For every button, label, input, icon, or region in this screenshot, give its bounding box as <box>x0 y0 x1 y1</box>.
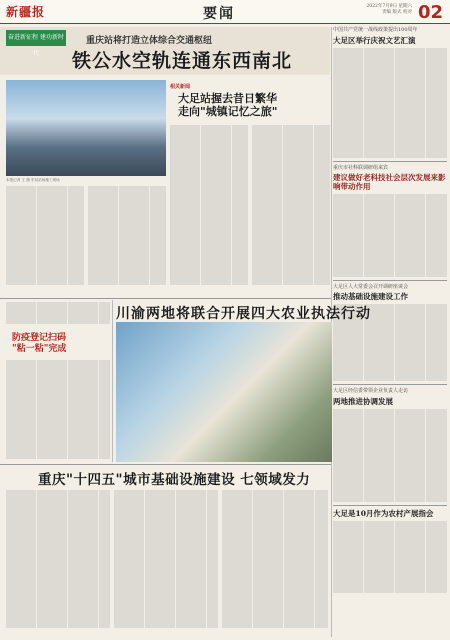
feature-headline <box>178 92 277 118</box>
bottom-headline: 重庆"十四五"城市基础设施建设 七领域发力 <box>38 472 311 488</box>
right-story-kicker: 大足区经信委带领企业负责人走访 <box>333 388 409 394</box>
right-story-headline: 大足区举行庆祝文艺汇演 <box>333 35 416 45</box>
right-story-2 <box>333 165 447 277</box>
feature-headline-line1: 大足站握去昔日繁华 <box>178 92 277 105</box>
lead-subtitle: 重庆站将打造立体综合交通枢纽 <box>86 36 213 46</box>
mid-headline: 川渝两地将联合开展四大农业执法行动 <box>116 306 371 322</box>
campaign-badge: 奋进新征程 建功新时代 <box>6 30 66 46</box>
right-story-headline: 两地推进协调发展 <box>333 396 393 406</box>
mid-photo <box>116 322 332 462</box>
newspaper-logo: 新疆报 <box>6 5 46 19</box>
right-story-kicker: 大足区人大常委会召开调研座谈会 <box>333 283 409 290</box>
right-story-4 <box>333 388 447 502</box>
lead-body-col2 <box>88 186 166 285</box>
section-divider <box>0 464 331 465</box>
issue-editors: 责编 版式 校对 <box>382 10 412 15</box>
issue-date: 2022年7月9日 星期六 <box>366 4 412 9</box>
issue-info <box>312 4 412 16</box>
side-story-title <box>12 333 66 355</box>
section-divider <box>0 298 331 299</box>
right-story-1 <box>333 27 447 158</box>
feature-tag: 相关新闻 <box>170 84 191 90</box>
feature-headline-line2: 走向"城镇记忆之旅" <box>178 105 278 118</box>
right-story-5 <box>333 509 447 593</box>
feature-body-col2 <box>252 125 330 285</box>
bottom-body-col3 <box>222 490 328 628</box>
side-story-title-line1: 防疫登记扫码 <box>12 333 67 343</box>
lead-photo-caption: 本报记者 王 摄 东站站场施工现场 <box>6 178 60 182</box>
right-story-headline: 大足是10月作为农村产展指会 <box>333 509 434 518</box>
bottom-body-col1 <box>6 490 110 628</box>
column-divider <box>112 300 113 462</box>
side-story-body <box>6 360 110 459</box>
side-story-title-line2: "粘一粘"完成 <box>12 344 67 354</box>
page-number: 02 <box>418 2 444 23</box>
right-story-headline: 推动基础设施建设工作 <box>333 292 408 301</box>
section-title: 要闻 <box>203 6 235 22</box>
bottom-body-col2 <box>114 490 218 628</box>
right-story-headline: 建议做好老科技社会层次发展来影响带动作用 <box>333 173 446 191</box>
mid-left-body <box>6 302 110 324</box>
lead-body-col1 <box>6 186 84 285</box>
right-story-kicker: 中国共产党统一战线政策提出100周年 <box>333 27 418 33</box>
right-story-kicker: 重庆市社科联调研组来宾 <box>333 164 389 171</box>
feature-body-col1 <box>170 125 248 285</box>
right-story-3 <box>333 284 447 382</box>
lead-photo <box>6 80 166 176</box>
lead-headline: 铁公水空轨连通东西南北 <box>72 50 293 72</box>
